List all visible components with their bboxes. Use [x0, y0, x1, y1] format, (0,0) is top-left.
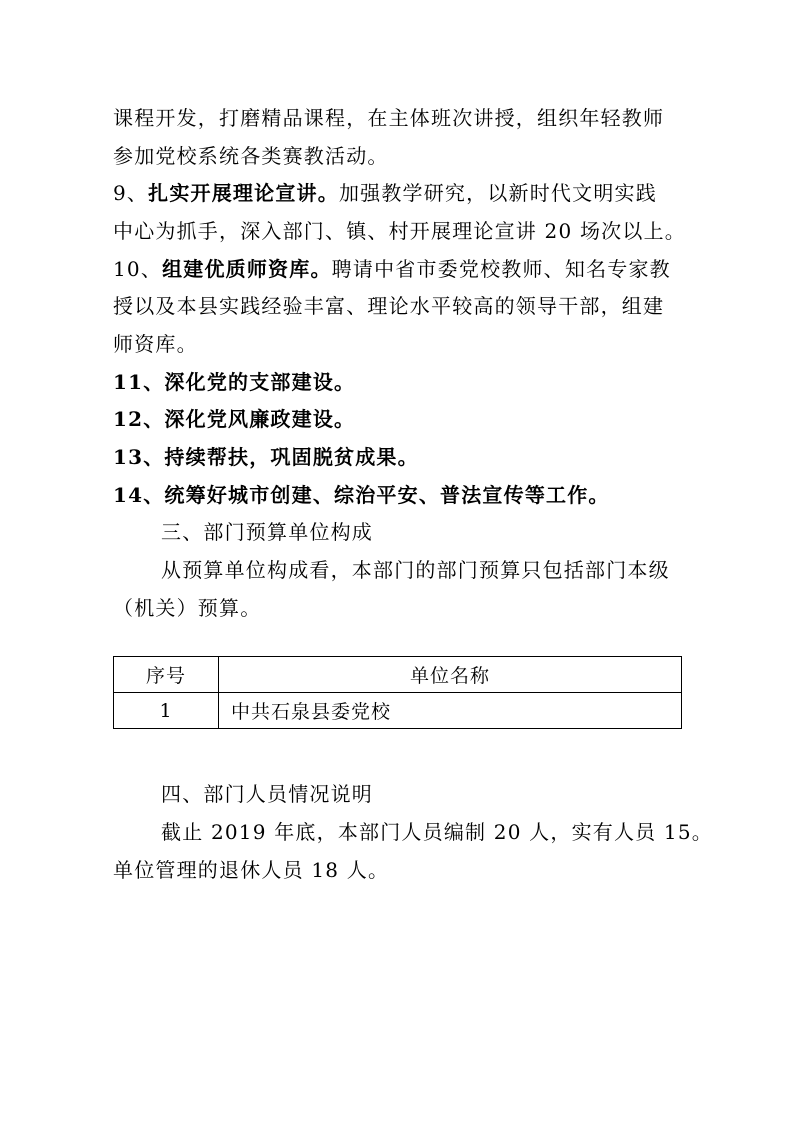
table-row: [114, 693, 682, 729]
item-text: 聘请中省市委党校教师、知名专家教: [331, 257, 671, 281]
para-line: 从预算单位构成看，本部门的部门预算只包括部门本级: [161, 558, 670, 582]
para-line: （机关）预算。: [113, 596, 262, 620]
table-cell-index: 1: [114, 693, 219, 729]
column-header-unit-name: 单位名称: [219, 657, 682, 693]
item-14: 14、统筹好城市创建、综治平安、普法宣传等工作。: [113, 483, 610, 507]
para-line: 中心为抓手，深入部门、镇、村开展理论宣讲 20 场次以上。: [113, 219, 686, 243]
item-number: 9、: [113, 181, 149, 205]
budget-unit-table: [113, 656, 682, 729]
table-header-row: [114, 657, 682, 693]
item-text: 加强教学研究，以新时代文明实践: [338, 181, 657, 205]
item-9: [113, 179, 683, 207]
item-number: 10、: [113, 257, 163, 281]
para-line: 参加党校系统各类赛教活动。: [113, 144, 389, 168]
item-10: [113, 255, 683, 283]
item-12: 12、深化党风廉政建设。: [113, 407, 356, 431]
table-cell-unit-name: 中共石泉县委党校: [219, 693, 682, 729]
para-line: 截止 2019 年底，本部门人员编制 20 人，实有人员 15。: [161, 820, 713, 844]
para-line: 单位管理的退休人员 18 人。: [113, 858, 390, 882]
item-11: 11、深化党的支部建设。: [113, 370, 356, 394]
item-heading: 组建优质师资库。: [162, 257, 332, 281]
item-heading: 扎实开展理论宣讲。: [148, 181, 339, 205]
section-heading: 三、部门预算单位构成: [161, 520, 373, 544]
para-line: 师资库。: [113, 332, 198, 356]
para-line: 授以及本县实践经验丰富、理论水平较高的领导干部，组建: [113, 294, 665, 318]
item-13: 13、持续帮扶，巩固脱贫成果。: [113, 445, 419, 469]
section-heading: 四、部门人员情况说明: [161, 782, 373, 806]
column-header-index: 序号: [114, 657, 219, 693]
para-line: 课程开发，打磨精品课程，在主体班次讲授，组织年轻教师: [113, 106, 665, 130]
